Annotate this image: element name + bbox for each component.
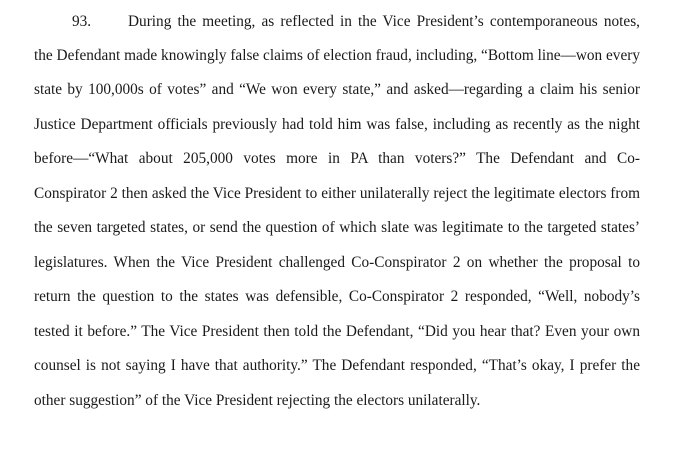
text-line: During the meeting, as reflected in the Vice President’s contemporaneous notes, — [128, 13, 640, 30]
text-line: Conspirator 2 then asked the Vice President to either unilaterally reject the legitimate electors from — [34, 185, 640, 202]
text-line: Justice Department officials previously had told him was false, including as recently as the night — [34, 116, 640, 133]
text-line: tested it before.” The Vice President then told the Defendant, “Did you hear that? Even your own — [34, 323, 640, 340]
text-line: the Defendant made knowingly false claims of election fraud, including, “Bottom line—won every — [34, 47, 640, 64]
text-line: counsel is not saying I have that authority.” The Defendant responded, “That’s okay, I prefer the — [34, 357, 640, 374]
text-line: before—“What about 205,000 votes more in PA than voters?” The Defendant and Co- — [34, 150, 640, 167]
text-line: state by 100,000s of votes” and “We won every state,” and asked—regarding a claim his senior — [34, 81, 640, 98]
text-line: the seven targeted states, or send the question of which slate was legitimate to the targeted states’ — [34, 219, 640, 236]
text-line: legislatures. When the Vice President challenged Co-Conspirator 2 on whether the proposal to — [34, 254, 640, 271]
text-line: return the question to the states was defensible, Co-Conspirator 2 responded, “Well, nobody’s — [34, 288, 640, 305]
text-line: other suggestion” of the Vice President rejecting the electors unilaterally. — [34, 392, 481, 409]
paragraph-number: 93. — [72, 13, 92, 30]
